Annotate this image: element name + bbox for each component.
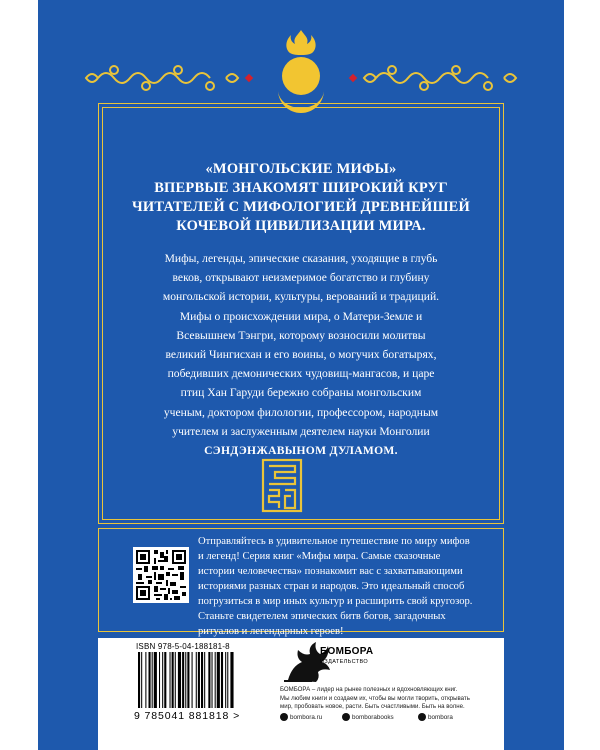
- headline-line: ЧИТАТЕЛЕЙ С МИФОЛОГИЕЙ ДРЕВНЕЙШЕЙ: [132, 199, 470, 215]
- publisher-line: Мы любим книги и создаем их, чтобы вы могли творить, открывать: [280, 694, 470, 702]
- social-label: bombora.ru: [290, 713, 323, 721]
- left-red-dot-icon: [245, 74, 253, 82]
- description-line: победивших демонических чудовищ-мангасов, и царе: [167, 367, 435, 381]
- description-line: Мифы, легенды, эпические сказания, уходящие в глубь: [164, 252, 438, 265]
- barcode-bar: [172, 652, 174, 708]
- barcode-bar: [185, 652, 186, 708]
- promo-line: Отправляйтесь в удивительное путешествие по миру мифов: [198, 536, 470, 547]
- barcode-bar: [196, 652, 197, 708]
- back-cover: [38, 0, 564, 750]
- description-line: Всевышнем Тэнгри, которому возносили молитвы: [176, 328, 426, 342]
- gold-seal-icon: [261, 458, 303, 513]
- barcode-bar: [182, 652, 184, 708]
- social-link-site[interactable]: [280, 713, 322, 721]
- description-line: Мифы о происхождении мира, о Матери-Земле и: [179, 309, 423, 323]
- publisher-subtitle: ИЗДАТЕЛЬСТВО: [320, 659, 369, 665]
- description-line: монгольской истории, культуры, верований и традиций.: [162, 290, 440, 304]
- barcode-bar: [201, 652, 203, 708]
- isbn-digits: 9 785041 881818 >: [134, 710, 241, 722]
- publisher-name: БОМБОРА: [320, 646, 374, 657]
- soyombo-icon: [278, 30, 324, 113]
- description-line: учителем и заслуженным деятелем науки Монголии: [172, 424, 430, 438]
- barcode-bar: [230, 652, 233, 708]
- barcode-bar: [212, 652, 213, 708]
- headline-line: КОЧЕВОЙ ЦИВИЛИЗАЦИИ МИРА.: [176, 218, 426, 234]
- globe-icon: [280, 713, 288, 721]
- isbn-label: ISBN 978-5-04-188181-8: [136, 642, 230, 651]
- barcode-bar: [208, 652, 210, 708]
- social-link-vk[interactable]: [342, 713, 394, 721]
- publisher-line: БОМБОРА – лидер на рынке полезных и вдохновляющих книг.: [280, 686, 458, 693]
- headline-line: «МОНГОЛЬСКИЕ МИФЫ»: [205, 161, 397, 177]
- barcode-bar: [149, 652, 151, 708]
- left-cloud-ornament-icon: [86, 66, 238, 90]
- social-link-telegram[interactable]: [418, 713, 453, 721]
- qr-code-icon[interactable]: [133, 547, 189, 603]
- headline-line: ВПЕРВЫЕ ЗНАКОМЯТ ШИРОКИЙ КРУГ: [154, 180, 448, 196]
- right-red-dot-icon: [349, 74, 357, 82]
- promo-line: погрузиться в мир иных культур и расширить свой кругозор.: [198, 596, 473, 607]
- barcode-bar: [164, 652, 166, 708]
- barcode-bar: [204, 652, 205, 708]
- barcode-bar: [198, 652, 200, 708]
- barcode-bar: [187, 652, 189, 708]
- author-name: СЭНДЭНЖАВЫНОМ ДУЛАМОМ.: [204, 444, 398, 458]
- promo-text: [198, 534, 498, 639]
- description-line: веков, открывают неизмеримое богатство и глубину: [172, 271, 430, 285]
- barcode-bar: [154, 652, 157, 708]
- description-line: ученым, доктором филологии, профессором, народным: [163, 405, 439, 419]
- barcode-bar: [192, 652, 193, 708]
- barcode-bar: [227, 652, 228, 708]
- promo-line: ритуалов и легендарных героев!: [198, 626, 344, 637]
- description: [98, 249, 504, 460]
- description-line: великий Чингисхан и его воины, о могучих богатырях,: [165, 348, 437, 362]
- barcode-icon: [136, 652, 264, 710]
- barcode-bar: [159, 652, 160, 708]
- promo-line: истории человечества» познакомит вас с захватывающими: [198, 566, 463, 577]
- right-cloud-ornament-icon: [364, 66, 516, 90]
- barcode-bar: [152, 652, 153, 708]
- promo-line: историями разных стран и народов. Это идеальный способ: [198, 581, 465, 592]
- barcode-bar: [138, 652, 140, 708]
- social-links: [280, 713, 502, 725]
- social-label: bombora: [428, 713, 453, 721]
- barcode-bar: [217, 652, 220, 708]
- publisher-line: мир, пробовать новое, расти. Быть счастливыми. Быть на волне.: [280, 703, 465, 711]
- publisher-description: [280, 686, 502, 712]
- barcode-bar: [141, 652, 142, 708]
- barcode-bar: [175, 652, 176, 708]
- vk-icon: [342, 713, 350, 721]
- social-label: bomborabooks: [352, 713, 394, 721]
- barcode-bar: [145, 652, 146, 708]
- barcode-bar: [221, 652, 223, 708]
- description-line: птиц Хан Гаруди бережно собраны монгольским: [180, 386, 422, 400]
- barcode-bar: [178, 652, 181, 708]
- barcode-bar: [170, 652, 171, 708]
- promo-line: Станьте свидетелем эпических битв богов, загадочных: [198, 611, 446, 622]
- promo-line: и легенд! Серия книг «Мифы мира. Самые сказочные: [198, 551, 441, 562]
- barcode-bar: [215, 652, 216, 708]
- barcode-bar: [162, 652, 163, 708]
- headline: [78, 160, 524, 236]
- telegram-icon: [418, 713, 426, 721]
- barcode-bar: [225, 652, 226, 708]
